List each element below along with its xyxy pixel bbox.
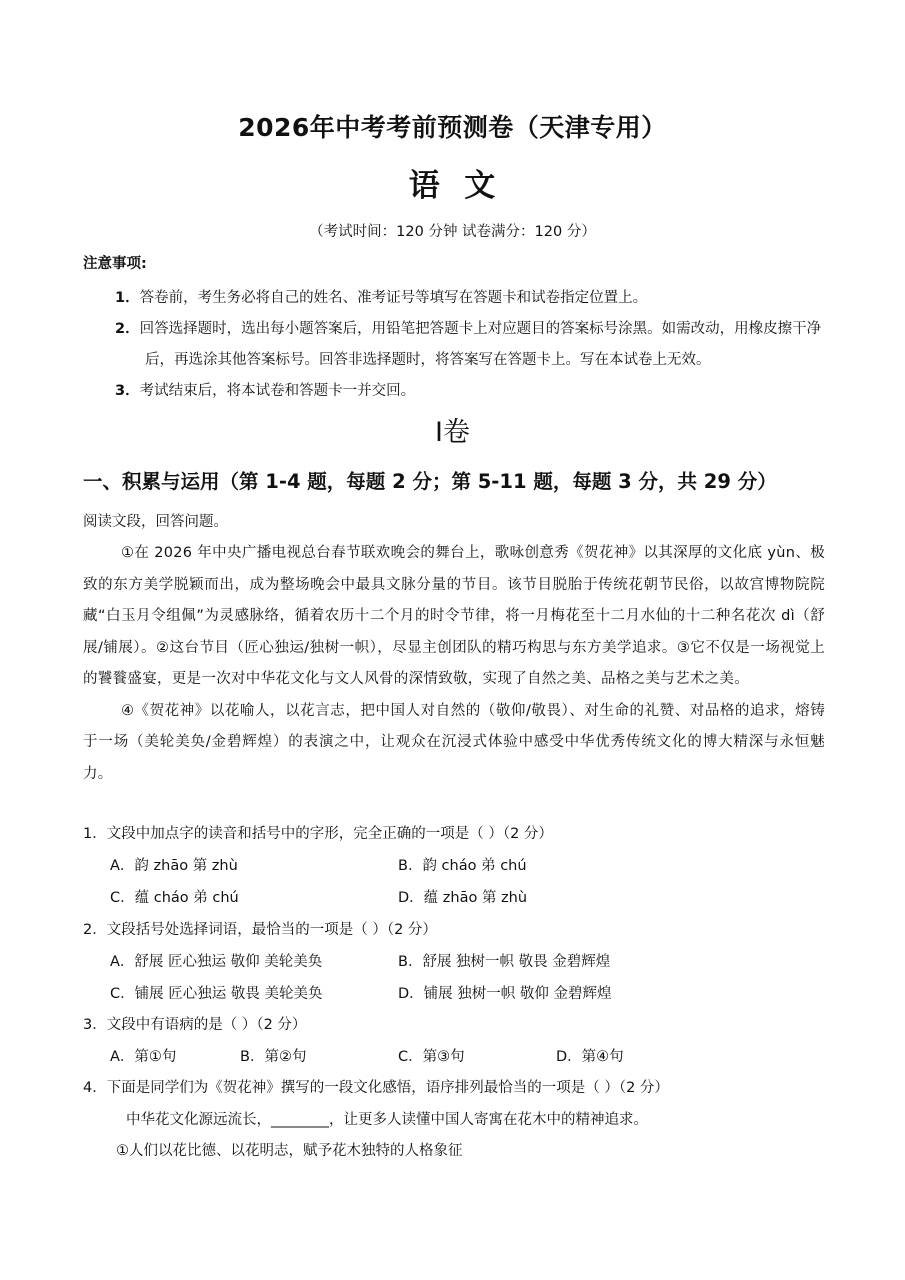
subject-title: 语 文 xyxy=(408,168,497,204)
notice-list xyxy=(83,283,843,407)
section-title: Ⅰ卷 xyxy=(435,417,470,448)
question-4-lead-sentence: 中华花文化源远流长，________，让更多人读懂中国人寄寓在花木中的精神追求。 xyxy=(126,1112,648,1128)
question-1-option-a: A．韵 zhāo 第 zhù xyxy=(110,858,238,874)
notice-item xyxy=(83,376,843,407)
question-3-option-b: B．第②句 xyxy=(240,1049,307,1065)
question-3-stem: 3．文段中有语病的是（ ）（2 分） xyxy=(83,1017,307,1033)
exam-title: 2026年中考考前预测卷（天津专用） xyxy=(238,113,667,142)
part-heading: 一、积累与运用（第 1-4 题，每题 2 分；第 5-11 题，每题 3 分，共 29 分） xyxy=(83,470,777,493)
question-1-option-c: C．蕴 cháo 弟 chú xyxy=(110,890,239,906)
question-3-option-d: D．第④句 xyxy=(556,1049,624,1065)
notice-text: 答卷前，考生务必将自己的姓名、准考证号等填写在答题卡和试卷指定位置上。 xyxy=(139,290,648,306)
question-1-option-b: B．韵 cháo 弟 chú xyxy=(398,858,527,874)
question-3-option-a: A．第①句 xyxy=(110,1049,177,1065)
question-2-option-c: C．铺展 匠心独运 敬畏 美轮美奂 xyxy=(110,986,323,1002)
passage-paragraph: ④《贺花神》以花喻人，以花言志，把中国人对自然的（敬仰/敬畏）、对生命的礼赞、对品格的追求，熔铸于一场（美轮美奂/金碧辉煌）的表演之中，让观众在沉浸式体验中感受中华优秀传统文化的博大精深与永恒魅力。 xyxy=(83,702,825,782)
passage-paragraph: ①在 2026 年中央广播电视总台春节联欢晚会的舞台上，歌咏创意秀《贺花神》以其深厚的文化底 yùn、极致的东方美学脱颖而出，成为整场晚会中最具文脉分量的节目。该节目脱胎于传统花朝节民俗，以故宫博物院院藏“白玉月令组佩”为灵感脉络，循着农历十二个月的时令节律，将一月梅花至十二月水仙的十二种名花次 dì（舒展/铺展）。②这台节目（匠心独运/独树一帜），尽显主创团队的精巧构思与东方美学追求。③它不仅是一场视觉上的饕餮盛宴，更是一次对中华花文化与文人风骨的深情致敬，实现了自然之美、品格之美与艺术之美。 xyxy=(83,545,825,687)
notice-item xyxy=(83,283,843,314)
question-2-stem: 2．文段括号处选择词语，最恰当的一项是（ ）（2 分） xyxy=(83,922,437,938)
notice-text: 考试结束后，将本试卷和答题卡一并交回。 xyxy=(139,383,416,399)
question-4-stem: 4．下面是同学们为《贺花神》撰写的一段文化感悟，语序排列最恰当的一项是（ ）（2 分） xyxy=(83,1080,669,1096)
notice-item xyxy=(83,314,843,376)
question-4-item-1: ①人们以花比德、以花明志，赋予花木独特的人格象征 xyxy=(116,1143,463,1159)
reading-instruction: 阅读文段，回答问题。 xyxy=(83,514,228,530)
question-1-option-d: D．蕴 zhāo 第 zhù xyxy=(398,890,528,906)
notice-heading: 注意事项: xyxy=(83,256,147,272)
reading-passage xyxy=(83,538,825,790)
question-1-stem: 1．文段中加点字的读音和括号中的字形，完全正确的一项是（ ）（2 分） xyxy=(83,826,553,842)
question-2-option-a: A．舒展 匠心独运 敬仰 美轮美奂 xyxy=(110,954,323,970)
question-2-option-b: B．舒展 独树一帜 敬畏 金碧辉煌 xyxy=(398,954,611,970)
question-2-option-d: D．铺展 独树一帜 敬仰 金碧辉煌 xyxy=(398,986,612,1002)
notice-number: 1． xyxy=(115,290,140,306)
notice-text: 回答选择题时，选出每小题答案后，用铅笔把答题卡上对应题目的答案标号涂黑。如需改动，用橡皮擦干净后，再选涂其他答案标号。回答非选择题时，将答案写在答题卡上。写在本试卷上无效。 xyxy=(139,321,822,368)
notice-number: 2． xyxy=(115,321,140,337)
exam-time-info: （考试时间：120 分钟 试卷满分：120 分） xyxy=(309,224,596,240)
notice-number: 3． xyxy=(115,383,140,399)
question-3-option-c: C．第③句 xyxy=(398,1049,465,1065)
